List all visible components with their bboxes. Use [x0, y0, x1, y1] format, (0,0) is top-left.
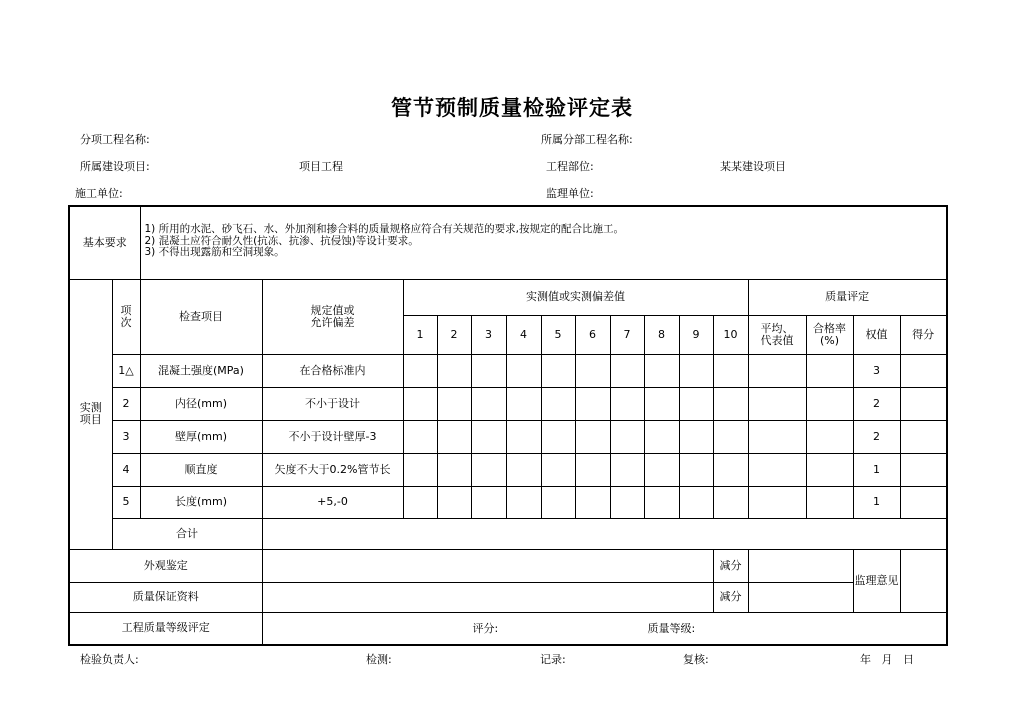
deduct-value[interactable]	[748, 582, 853, 612]
measure-cell[interactable]	[506, 387, 541, 420]
measure-cell[interactable]	[610, 387, 644, 420]
measure-cell[interactable]	[403, 354, 437, 387]
pass-rate-cell[interactable]	[806, 354, 853, 387]
inspector-label: 检验负责人:	[80, 653, 139, 666]
measure-cell[interactable]	[610, 486, 644, 518]
weight-value: 2	[853, 387, 900, 420]
weight-value: 1	[853, 453, 900, 486]
measure-cell[interactable]	[541, 486, 575, 518]
avg-header	[748, 315, 806, 354]
avg-cell[interactable]	[748, 486, 806, 518]
measure-cell[interactable]	[506, 486, 541, 518]
avg-cell[interactable]	[748, 420, 806, 453]
contractor-label: 施工单位:	[75, 187, 123, 200]
project-location-label: 工程部位:	[546, 160, 594, 173]
measured-section-text: 实测 项目	[79, 401, 102, 426]
weight-value: 3	[853, 354, 900, 387]
measure-cell[interactable]	[644, 387, 679, 420]
score-header: 得分	[900, 315, 946, 354]
measure-cell[interactable]	[471, 387, 506, 420]
quality-level-label: 质量等级:	[647, 621, 696, 635]
measure-cell[interactable]	[437, 453, 471, 486]
score-cell[interactable]	[900, 354, 946, 387]
date-label: 年 月 日	[860, 653, 914, 666]
col-header: 7	[610, 315, 644, 354]
measure-cell[interactable]	[679, 420, 713, 453]
deduct-label: 减分	[713, 549, 748, 582]
review-label: 复核:	[683, 653, 709, 666]
measure-cell[interactable]	[541, 420, 575, 453]
requirement-line: 2) 混凝土应符合耐久性(抗冻、抗渗、抗侵蚀)等设计要求。	[144, 234, 419, 247]
quality-doc-label: 质量保证资料	[69, 582, 262, 612]
measure-cell[interactable]	[713, 486, 748, 518]
measure-cell[interactable]	[575, 453, 610, 486]
measure-cell[interactable]	[679, 387, 713, 420]
item-no: 2	[112, 387, 140, 420]
measure-cell[interactable]	[471, 420, 506, 453]
table-row	[69, 453, 947, 486]
measure-cell[interactable]	[713, 420, 748, 453]
pass-rate-cell[interactable]	[806, 453, 853, 486]
measure-cell[interactable]	[541, 387, 575, 420]
spec-value: 在合格标准内	[262, 354, 403, 387]
quality-eval-header: 质量评定	[748, 279, 946, 315]
measure-cell[interactable]	[437, 486, 471, 518]
measure-cell[interactable]	[437, 420, 471, 453]
construction-project-label: 所属建设项目:	[80, 160, 150, 173]
measure-cell[interactable]	[610, 354, 644, 387]
col-header: 9	[679, 315, 713, 354]
requirement-line: 1) 所用的水泥、砂飞石、水、外加剂和掺合料的质量规格应符合有关规范的要求,按规定的配合比施工。	[144, 223, 624, 235]
table-row	[69, 486, 947, 518]
measure-cell[interactable]	[644, 420, 679, 453]
score-label: 评分:	[472, 621, 499, 635]
col-header: 4	[506, 315, 541, 354]
measure-cell[interactable]	[506, 420, 541, 453]
check-item: 内径(mm)	[140, 387, 262, 420]
item-no-header	[112, 279, 140, 354]
project-location-value: 某某建设项目	[720, 160, 786, 173]
col-header: 6	[575, 315, 610, 354]
col-header: 5	[541, 315, 575, 354]
measure-cell[interactable]	[575, 387, 610, 420]
pass-rate-header	[806, 315, 853, 354]
deduct-label: 减分	[713, 582, 748, 612]
measure-cell[interactable]	[506, 453, 541, 486]
measure-cell[interactable]	[403, 486, 437, 518]
measure-cell[interactable]	[575, 354, 610, 387]
grade-row	[262, 612, 946, 645]
item-no-header-text: 项 次	[120, 303, 132, 329]
weight-value: 2	[853, 420, 900, 453]
requirement-line: 3) 不得出现露筋和空洞现象。	[144, 246, 285, 258]
measure-cell[interactable]	[471, 354, 506, 387]
subitem-name-label: 分项工程名称:	[80, 133, 150, 146]
pass-rate-header-text: 合格率 (%)	[813, 321, 846, 347]
measure-cell[interactable]	[644, 453, 679, 486]
pass-rate-cell[interactable]	[806, 387, 853, 420]
item-no: 1△	[112, 354, 140, 387]
score-cell[interactable]	[900, 486, 946, 518]
appearance-value[interactable]	[262, 549, 713, 582]
measure-cell[interactable]	[437, 354, 471, 387]
table-row	[69, 420, 947, 453]
measured-section-label	[69, 279, 112, 549]
deduct-value[interactable]	[748, 549, 853, 582]
grade-label: 工程质量等级评定	[69, 612, 262, 645]
appearance-label: 外观鉴定	[69, 549, 262, 582]
measure-cell[interactable]	[403, 420, 437, 453]
basic-requirements-label: 基本要求	[69, 206, 140, 279]
measure-cell[interactable]	[610, 420, 644, 453]
measure-cell[interactable]	[575, 486, 610, 518]
score-cell[interactable]	[900, 453, 946, 486]
spec-value: +5,-0	[262, 486, 403, 518]
col-header: 8	[644, 315, 679, 354]
col-header: 10	[713, 315, 748, 354]
spec-value: 矢度不大于0.2%管节长	[262, 453, 403, 486]
measure-cell[interactable]	[471, 486, 506, 518]
measure-cell[interactable]	[713, 387, 748, 420]
measure-cell[interactable]	[541, 453, 575, 486]
construction-project-value: 项目工程	[299, 160, 343, 173]
spec-value: 不小于设计壁厚-3	[262, 420, 403, 453]
check-item: 长度(mm)	[140, 486, 262, 518]
weight-value: 1	[853, 486, 900, 518]
measure-cell[interactable]	[713, 453, 748, 486]
table-row	[69, 354, 947, 387]
measure-cell[interactable]	[403, 387, 437, 420]
supervisor-opinion-value[interactable]	[900, 549, 947, 612]
score-cell[interactable]	[900, 387, 946, 420]
basic-requirements	[140, 206, 946, 279]
item-no: 5	[112, 486, 140, 518]
table-row	[69, 387, 947, 420]
measure-cell[interactable]	[644, 486, 679, 518]
inspection-table	[68, 205, 948, 646]
pass-rate-cell[interactable]	[806, 420, 853, 453]
total-label: 合计	[112, 518, 262, 549]
col-header: 3	[471, 315, 506, 354]
check-item: 混凝土强度(MPa)	[140, 354, 262, 387]
avg-cell[interactable]	[748, 387, 806, 420]
supervisor-opinion-label: 监理意见	[853, 549, 900, 612]
col-header: 2	[437, 315, 471, 354]
measure-cell[interactable]	[644, 354, 679, 387]
check-item-header: 检查项目	[140, 279, 262, 354]
measure-cell[interactable]	[610, 453, 644, 486]
measure-cell[interactable]	[506, 354, 541, 387]
record-label: 记录:	[540, 653, 566, 666]
measure-cell[interactable]	[679, 453, 713, 486]
spec-header	[262, 279, 403, 354]
spec-value: 不小于设计	[262, 387, 403, 420]
total-value[interactable]	[262, 518, 946, 549]
measure-cell[interactable]	[713, 354, 748, 387]
measure-cell[interactable]	[541, 354, 575, 387]
item-no: 4	[112, 453, 140, 486]
quality-doc-value[interactable]	[262, 582, 713, 612]
supervisor-label: 监理单位:	[546, 187, 594, 200]
check-item: 顺直度	[140, 453, 262, 486]
measure-cell[interactable]	[679, 486, 713, 518]
detect-label: 检测:	[366, 653, 392, 666]
score-cell[interactable]	[900, 420, 946, 453]
check-item: 壁厚(mm)	[140, 420, 262, 453]
form-title: 管节预制质量检验评定表	[391, 96, 633, 120]
spec-header-text: 规定值或 允许偏差	[310, 303, 355, 329]
measured-values-header: 实测值或实测偏差值	[403, 279, 748, 315]
avg-cell[interactable]	[748, 453, 806, 486]
pass-rate-cell[interactable]	[806, 486, 853, 518]
item-no: 3	[112, 420, 140, 453]
parent-project-label: 所属分部工程名称:	[541, 133, 633, 146]
measure-cell[interactable]	[437, 387, 471, 420]
col-header: 1	[403, 315, 437, 354]
avg-header-text: 平均、 代表值	[760, 321, 794, 347]
measure-cell[interactable]	[471, 453, 506, 486]
weight-header: 权值	[853, 315, 900, 354]
measure-cell[interactable]	[679, 354, 713, 387]
measure-cell[interactable]	[575, 420, 610, 453]
avg-cell[interactable]	[748, 354, 806, 387]
measure-cell[interactable]	[403, 453, 437, 486]
